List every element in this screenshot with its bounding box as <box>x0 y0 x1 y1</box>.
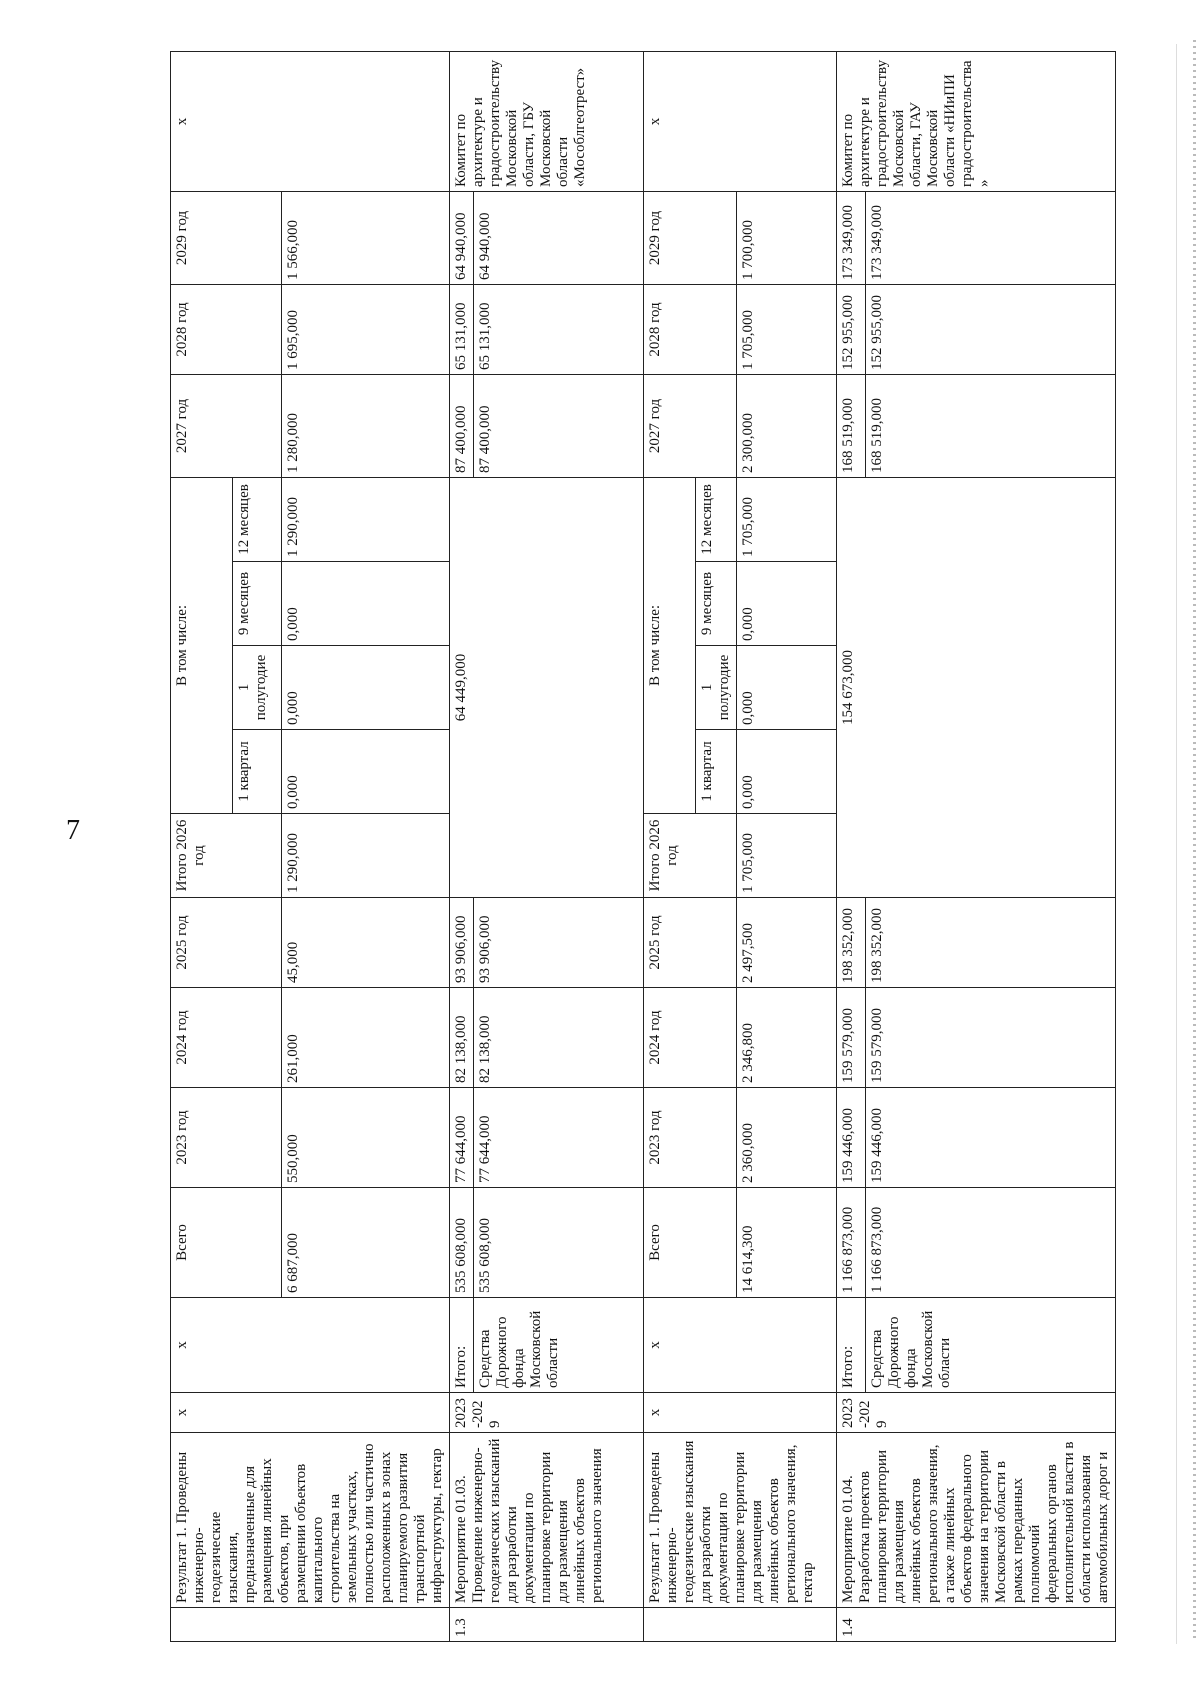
hdr2-total: Всего <box>644 1188 737 1298</box>
rotated-table-area <box>170 52 1111 1642</box>
result1-2023: 550,000 <box>282 1088 450 1188</box>
result2-m12: 1 705,000 <box>737 477 837 561</box>
row14-src-2028: 152 955,000 <box>865 284 1115 374</box>
row13-executor: Комитет по архитектуре и градостроительству Московской области, ГБУ Московской области «Мособлгеотрест» <box>450 51 644 191</box>
result1-2025: 45,000 <box>282 898 450 988</box>
row13-2025: 93 906,000 <box>450 898 474 988</box>
hdr1-h1: 1 полугодие <box>233 646 282 730</box>
hdr1-2027: 2027 год <box>171 374 282 477</box>
row13-itogo-label: Итого: <box>450 1298 474 1393</box>
hdr2-m9: 9 месяцев <box>696 562 737 646</box>
result2-total: 14 614,300 <box>737 1188 837 1298</box>
result1-2024: 261,000 <box>282 988 450 1088</box>
row13-2028: 65 131,000 <box>450 284 474 374</box>
row13-2029: 64 940,000 <box>450 191 474 284</box>
result1-header-row <box>171 51 233 1641</box>
row14-src-2025: 198 352,000 <box>865 898 1115 988</box>
result1-num-cell <box>171 1608 450 1642</box>
hdr1-2029: 2029 год <box>171 191 282 284</box>
row13-src-2025: 93 906,000 <box>474 898 644 988</box>
result2-h1: 0,000 <box>737 646 837 730</box>
row13-src-2024: 82 138,000 <box>474 988 644 1088</box>
row14-source-label: Средства Дорожного фонда Московской области <box>865 1298 1115 1393</box>
row13-source-label: Средства Дорожного фонда Московской области <box>474 1298 644 1393</box>
result2-2023: 2 360,000 <box>737 1088 837 1188</box>
row14-itogo <box>837 51 866 1641</box>
row14-src-total: 1 166 873,000 <box>865 1188 1115 1298</box>
result2-num-cell <box>644 1608 837 1642</box>
result2-x1: х <box>644 1393 837 1433</box>
result2-m9: 0,000 <box>737 562 837 646</box>
hdr2-2028: 2028 год <box>644 284 737 374</box>
row13-num: 1.3 <box>450 1608 644 1642</box>
row13-total: 535 608,000 <box>450 1188 474 1298</box>
hdr1-m9: 9 месяцев <box>233 562 282 646</box>
row14-2025: 198 352,000 <box>837 898 866 988</box>
page-number: 7 <box>66 815 80 846</box>
result1-h1: 0,000 <box>282 646 450 730</box>
row13-name: Мероприятие 01.03. Проведение инженерно-геодезических изысканий для разработки документации по планировке территории для размещения линейных объектов регионального значения <box>450 1433 644 1608</box>
result1-x1: х <box>171 1393 450 1433</box>
row14-2028: 152 955,000 <box>837 284 866 374</box>
hdr2-q1: 1 квартал <box>696 730 737 814</box>
result2-2024: 2 346,800 <box>737 988 837 1088</box>
hdr2-v-tom-chisle: В том числе: <box>644 477 696 813</box>
result1-itogo2026: 1 290,000 <box>282 814 450 898</box>
hdr2-itogo2026: Итого 2026 год <box>644 814 737 898</box>
result2-q1: 0,000 <box>737 730 837 814</box>
hdr2-2024: 2024 год <box>644 988 737 1088</box>
rotated-table-inner <box>170 52 1111 1642</box>
result1-name: Результат 1. Проведены инженерно-геодезические изыскания, предназначенные для размещения линейных объектов, при размещении объектов капитального строительства на земельных участках, полностью или частично расположенных в зонах планируемого развития транспортной инфраструктуры, гектар <box>171 1433 450 1608</box>
row14-total: 1 166 873,000 <box>837 1188 866 1298</box>
result1-2028: 1 695,000 <box>282 284 450 374</box>
hdr1-2023: 2023 год <box>171 1088 282 1188</box>
hdr1-2024: 2024 год <box>171 988 282 1088</box>
page-edge-line <box>1176 44 1177 1644</box>
row14-itogo-label: Итого: <box>837 1298 866 1393</box>
scan-edge-dots <box>1193 40 1196 1640</box>
budget-table <box>170 51 1116 1642</box>
result1-2029: 1 566,000 <box>282 191 450 284</box>
row14-src-2029: 173 349,000 <box>865 191 1115 284</box>
hdr2-2027: 2027 год <box>644 374 737 477</box>
row14-itogo2026: 154 673,000 <box>837 477 1116 897</box>
row13-src-2029: 64 940,000 <box>474 191 644 284</box>
hdr2-m12: 12 месяцев <box>696 477 737 561</box>
result1-2027: 1 280,000 <box>282 374 450 477</box>
row13-src-2028: 65 131,000 <box>474 284 644 374</box>
result2-2025: 2 497,500 <box>737 898 837 988</box>
row13-2023: 77 644,000 <box>450 1088 474 1188</box>
row14-2023: 159 446,000 <box>837 1088 866 1188</box>
hdr1-v-tom-chisle: В том числе: <box>171 477 233 813</box>
row14-src-2027: 168 519,000 <box>865 374 1115 477</box>
row13-2024: 82 138,000 <box>450 988 474 1088</box>
result1-m9: 0,000 <box>282 562 450 646</box>
hdr1-2025: 2025 год <box>171 898 282 988</box>
result2-executor: х <box>644 51 837 191</box>
hdr1-m12: 12 месяцев <box>233 477 282 561</box>
row13-src-2027: 87 400,000 <box>474 374 644 477</box>
row14-2024: 159 579,000 <box>837 988 866 1088</box>
result2-x2: х <box>644 1298 837 1393</box>
row13-2027: 87 400,000 <box>450 374 474 477</box>
row13-years: 2023-2029 <box>450 1393 644 1433</box>
result2-2027: 2 300,000 <box>737 374 837 477</box>
result2-itogo2026: 1 705,000 <box>737 814 837 898</box>
row14-name: Мероприятие 01.04. Разработка проектов планировки территории для размещения линейных объектов регионального значения, а также линейных объектов федерального значения на территории Московской области в рамках переданных полномочий федеральных органов исполнительной власти в области использования автомобильных дорог и <box>837 1433 1116 1608</box>
row14-src-2024: 159 579,000 <box>865 988 1115 1088</box>
result2-header-row <box>644 51 696 1641</box>
hdr1-total: Всего <box>171 1188 282 1298</box>
row14-2029: 173 349,000 <box>837 191 866 284</box>
row14-src-2023: 159 446,000 <box>865 1088 1115 1188</box>
hdr2-h1: 1 полугодие <box>696 646 737 730</box>
result2-2029: 1 700,000 <box>737 191 837 284</box>
result1-x2: х <box>171 1298 450 1393</box>
result1-q1: 0,000 <box>282 730 450 814</box>
result1-executor: х <box>171 51 450 191</box>
hdr2-2025: 2025 год <box>644 898 737 988</box>
result1-m12: 1 290,000 <box>282 477 450 561</box>
row14-2027: 168 519,000 <box>837 374 866 477</box>
result1-total: 6 687,000 <box>282 1188 450 1298</box>
row14-years: 2023-2029 <box>837 1393 1116 1433</box>
row13-itogo2026: 64 449,000 <box>450 477 644 897</box>
row13-src-2023: 77 644,000 <box>474 1088 644 1188</box>
row13-itogo <box>450 51 474 1641</box>
hdr2-2023: 2023 год <box>644 1088 737 1188</box>
hdr2-2029: 2029 год <box>644 191 737 284</box>
hdr1-q1: 1 квартал <box>233 730 282 814</box>
row14-executor: Комитет по архитектуре и градостроительству Московской области, ГАУ Московской области «НИиПИ градостроительства» <box>837 51 1116 191</box>
row14-num: 1.4 <box>837 1608 1116 1642</box>
result2-2028: 1 705,000 <box>737 284 837 374</box>
hdr1-2028: 2028 год <box>171 284 282 374</box>
row13-src-total: 535 608,000 <box>474 1188 644 1298</box>
result2-name: Результат 1. Проведены инженерно-геодезические изыскания для разработки документации по планировке территории для размещения линейных объектов регионального значения, гектар <box>644 1433 837 1608</box>
hdr1-itogo2026: Итого 2026 год <box>171 814 282 898</box>
